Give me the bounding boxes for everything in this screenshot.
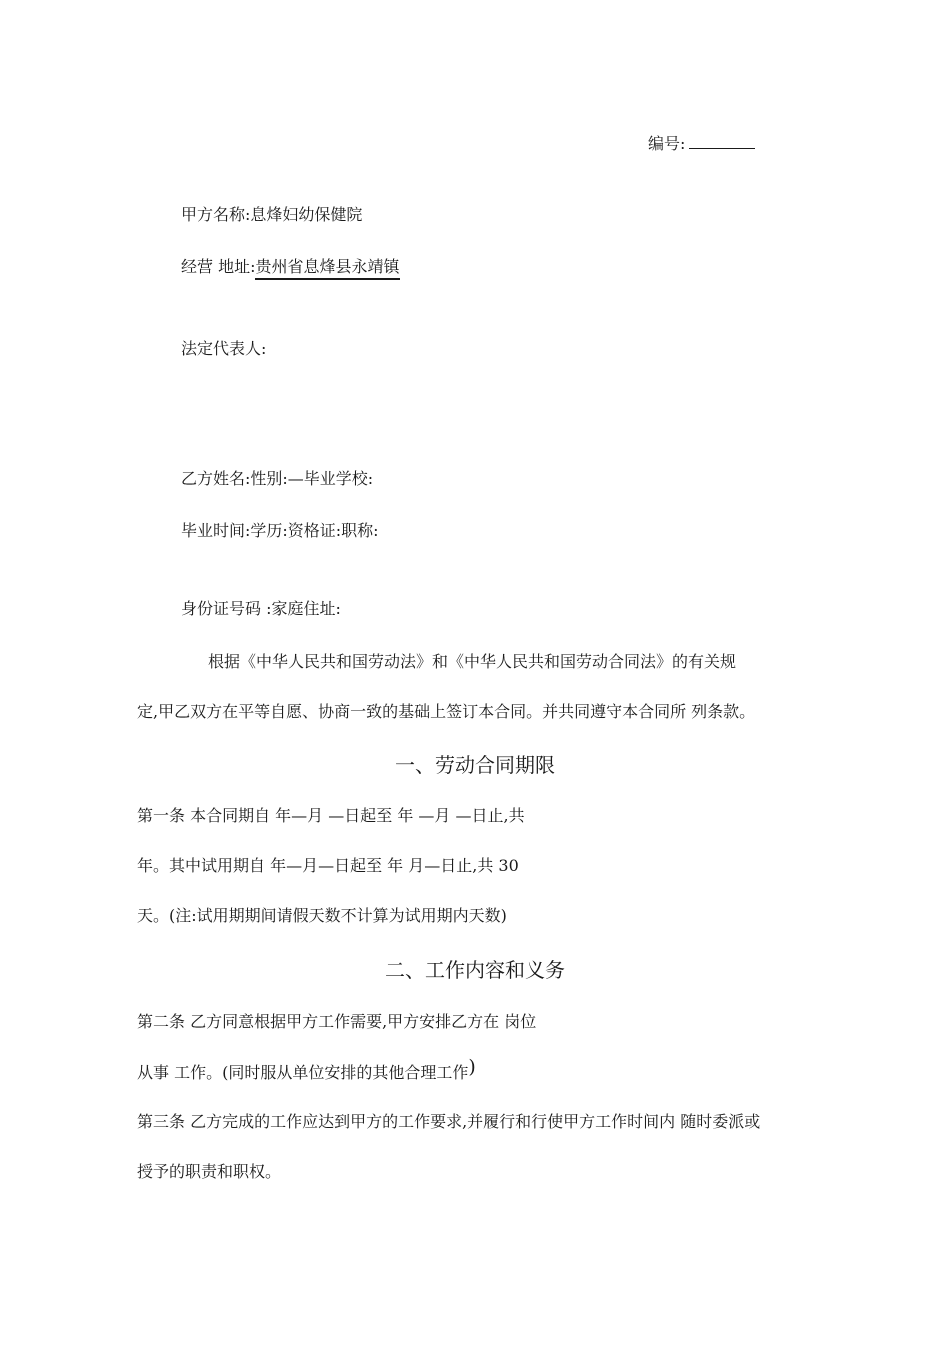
preamble-line-1: 根据《中华人民共和国劳动法》和《中华人民共和国劳动合同法》的有关规 [208,652,737,671]
document-number [648,134,755,154]
article-3-line-1: 第三条 乙方完成的工作应达到甲方的工作要求,并履行和行使甲方工作时间内 随时委派或 [137,1112,761,1131]
document-number-label: 编号: [648,134,686,153]
article-2-line-1: 第二条 乙方同意根据甲方工作需要,甲方安排乙方在 岗位 [137,1012,537,1031]
article-2-line-2 [137,1056,476,1083]
party-b-line-3: 身份证号码 :家庭住址: [181,599,341,618]
article-2-line-2-text: 从事 工作。(同时服从单位安排的其他合理工作 [137,1063,469,1082]
party-a-address-value: 贵州省息烽县永靖镇 [255,257,399,280]
party-a-name-value: 息烽妇幼保健院 [250,205,363,224]
article-1-line-1: 第一条 本合同期自 年—月 —日起至 年 —月 —日止,共 [137,806,525,825]
document-number-blank [689,134,755,149]
preamble-line-2: 定,甲乙双方在平等自愿、协商一致的基础上签订本合同。并共同遵守本合同所 列条款。 [137,702,756,721]
article-1-line-3: 天。(注:试用期期间请假天数不计算为试用期内天数) [137,906,507,925]
closing-paren: ) [468,1056,476,1078]
party-b-line-1: 乙方姓名:性别:—毕业学校: [181,469,374,488]
party-a-name-label: 甲方名称: [181,205,251,224]
party-a-address-label: 经营 地址: [181,257,256,276]
party-b-line-2: 毕业时间:学历:资格证:职称: [181,521,379,540]
section-1-title: 一、劳动合同期限 [395,753,555,777]
section-2-title: 二、工作内容和义务 [385,958,565,982]
party-a-name [181,205,362,225]
article-3-line-2: 授予的职责和职权。 [137,1162,282,1181]
article-1-line-2: 年。其中试用期自 年—月—日起至 年 月—日止,共 30 [137,856,519,875]
party-a-address [181,257,400,277]
party-a-legal-rep: 法定代表人: [181,339,267,358]
